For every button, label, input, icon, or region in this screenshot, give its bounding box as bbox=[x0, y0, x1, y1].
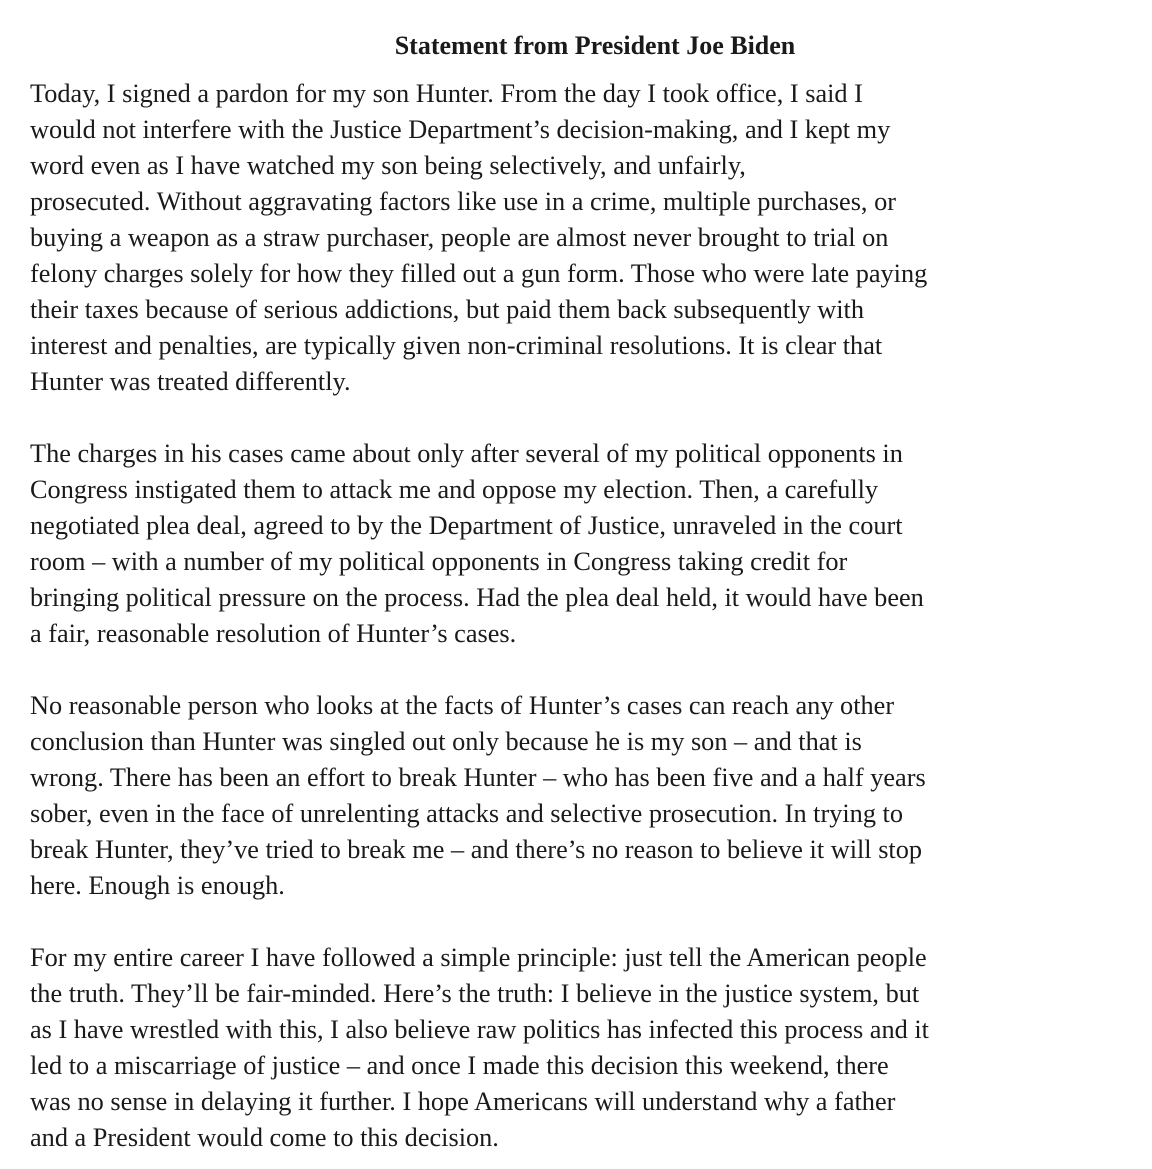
paragraph-line: room – with a number of my political opponents in Congress taking credit for bbox=[30, 547, 848, 576]
paragraph-spacer bbox=[30, 652, 1140, 688]
paragraph-line: bringing political pressure on the process. Had the plea deal held, it would have been bbox=[30, 583, 924, 612]
statement-title: Statement from President Joe Biden bbox=[394, 31, 796, 60]
paragraph-2 bbox=[30, 436, 1140, 652]
paragraph-line: word even as I have watched my son being selectively, and unfairly, bbox=[30, 151, 746, 180]
paragraph-4 bbox=[30, 940, 1140, 1156]
paragraph-line: the truth. They’ll be fair-minded. Here’s the truth: I believe in the justice system, but bbox=[30, 979, 920, 1008]
paragraph-line: wrong. There has been an effort to break Hunter – who has been five and a half years bbox=[30, 763, 926, 792]
paragraph-line: buying a weapon as a straw purchaser, people are almost never brought to trial on bbox=[30, 223, 889, 252]
statement-document bbox=[30, 26, 1140, 1156]
paragraph-line: felony charges solely for how they filled out a gun form. Those who were late paying bbox=[30, 259, 928, 288]
paragraph-line: as I have wrestled with this, I also believe raw politics has infected this process and it bbox=[30, 1015, 929, 1044]
paragraph-line: Hunter was treated differently. bbox=[30, 367, 351, 396]
paragraph-line: here. Enough is enough. bbox=[30, 871, 285, 900]
paragraph-line: a fair, reasonable resolution of Hunter’s cases. bbox=[30, 619, 517, 648]
paragraph-spacer bbox=[30, 400, 1140, 436]
paragraph-line: The charges in his cases came about only after several of my political opponents in bbox=[30, 439, 903, 468]
paragraph-spacer bbox=[30, 904, 1140, 940]
paragraph-line: For my entire career I have followed a simple principle: just tell the American people bbox=[30, 943, 927, 972]
paragraph-line: interest and penalties, are typically given non-criminal resolutions. It is clear that bbox=[30, 331, 883, 360]
paragraph-line: was no sense in delaying it further. I hope Americans will understand why a father bbox=[30, 1087, 896, 1116]
paragraph-line: would not interfere with the Justice Department’s decision-making, and I kept my bbox=[30, 115, 891, 144]
paragraph-line: their taxes because of serious addictions, but paid them back subsequently with bbox=[30, 295, 864, 324]
paragraph-3 bbox=[30, 688, 1140, 904]
paragraph-line: conclusion than Hunter was singled out only because he is my son – and that is bbox=[30, 727, 862, 756]
paragraph-1 bbox=[30, 76, 1140, 400]
paragraph-line: Today, I signed a pardon for my son Hunter. From the day I took office, I said I bbox=[30, 79, 863, 108]
paragraph-line: sober, even in the face of unrelenting attacks and selective prosecution. In trying to bbox=[30, 799, 904, 828]
paragraph-line: negotiated plea deal, agreed to by the Department of Justice, unraveled in the court bbox=[30, 511, 903, 540]
paragraph-line: break Hunter, they’ve tried to break me – and there’s no reason to believe it will stop bbox=[30, 835, 923, 864]
paragraph-line: led to a miscarriage of justice – and once I made this decision this weekend, there bbox=[30, 1051, 889, 1080]
paragraph-line: prosecuted. Without aggravating factors like use in a crime, multiple purchases, or bbox=[30, 187, 896, 216]
paragraph-line: Congress instigated them to attack me and oppose my election. Then, a carefully bbox=[30, 475, 879, 504]
paragraph-line: No reasonable person who looks at the facts of Hunter’s cases can reach any other bbox=[30, 691, 895, 720]
paragraph-line: and a President would come to this decision. bbox=[30, 1123, 499, 1152]
